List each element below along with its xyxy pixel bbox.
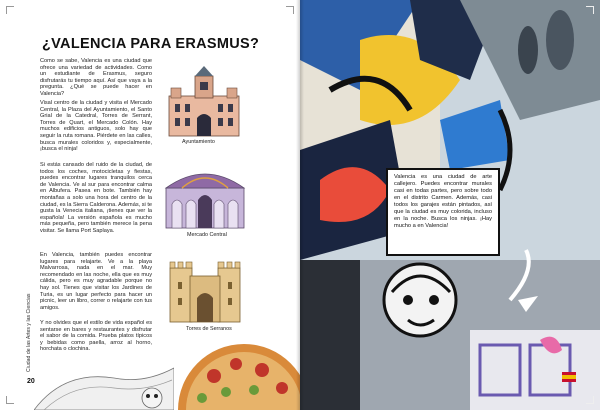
mural-info-text: Valencia es una ciudad de arte callejero. Puedes encontrar murales casi en todas partes, pero sobre todo en el distrito Carmen. Además, casi todos los garajes están pintados, así que la ciudad es muy colorida, incluso en la noche. Busca los ninjas. ¡Hay mucho a en Valencia! xyxy=(394,174,492,229)
paragraph-quiet-places: Si estás cansado del ruido de la ciudad, de todos los coches, motocicletas y fiestas, puedes encontrar lugares tranquilos cerca de Valencia. Ve al sur para encontrar calma en Albufera. Pasea en bote. También hay montañas a solo una hora del centro de la ciudad, es la Sierra Calderona. Además, si te gusta la Venecia italiana, ¡tienes que ver la española! La versión española es mucho más pequeña, pero también merece la pena visitar. Se llama Port Saplaya. xyxy=(40,162,152,234)
caption-torres-de-serranos: Torres de Serranos xyxy=(186,326,232,332)
crop-mark xyxy=(6,396,14,404)
caption-ayuntamiento: Ayuntamiento xyxy=(182,139,215,145)
paragraph-lifestyle: Y no olvides que el estilo de vida español es sentarse en bares y restaurantes y disfrutar el sabor de la comida. Prueba platos típicos y bebidas como paella, arroz al horno, horchata o clochina. xyxy=(40,320,152,353)
article-title: ¿VALENCIA PARA ERASMUS? xyxy=(42,36,260,52)
paragraph-relax: En Valencia, también puedes encontrar lugares para relajarte. Ve a la playa Malvarrosa, nada en el mar. Muy recomendado en las noche, ella que es muy cálida, pero es muy agradable porque no hay sol. Tienes que visitar los Jardines de Turia, es un lugar perfecto para hacer un picnic, leer un libro, correr o relajarte con tus amigos. xyxy=(40,252,152,311)
sidebar-caption: Ciudad de las Artes y las Ciencias xyxy=(26,293,32,372)
crop-mark xyxy=(286,6,294,14)
ayuntamiento-illustration xyxy=(165,62,243,140)
mercado-central-illustration xyxy=(164,164,246,230)
torres-de-serranos-illustration xyxy=(166,258,244,324)
crop-mark xyxy=(586,6,594,14)
ciudad-artes-illustration xyxy=(34,360,174,410)
crop-mark xyxy=(586,396,594,404)
paella-illustration xyxy=(174,336,300,410)
crop-mark xyxy=(6,6,14,14)
paragraph-city-centre: Visal centro de la ciudad y visita el Mercado Central, la Plaza del Ayuntamiento, el Santo Grial de la Catedral, Torres de Serrant, Torres de Quart, el Mercado Colón. Hay muchos edificios antiguos, solo hay que seguir la ruta romana. Piérdete en las calles, busca murales coloridos y, especialmente, ¡busca el ninja! xyxy=(40,100,152,153)
caption-mercado-central: Mercado Central xyxy=(187,232,227,238)
mural-info-box xyxy=(386,168,500,256)
book-spine xyxy=(296,0,304,410)
paragraph-intro: Como se sabe, Valencia es una ciudad que ofrece una variedad de actividades. Como un estudiante de Erasmus, seguro disfrutarás tu tiempo aquí. Así que vaya a la pregunta. ¿Qué se puede hacer en Valencia? xyxy=(40,58,152,97)
page-number: 20 xyxy=(27,378,35,385)
